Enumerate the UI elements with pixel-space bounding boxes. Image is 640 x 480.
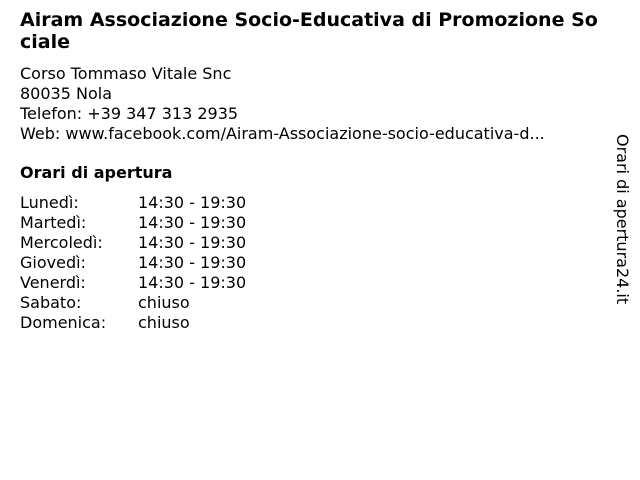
street-address: Corso Tommaso Vitale Snc: [20, 64, 232, 83]
day-hours: 14:30 - 19:30: [138, 193, 247, 212]
hours-row-monday: [20, 193, 246, 213]
hours-row-sunday: [20, 313, 246, 333]
day-label: Venerdì:: [20, 273, 86, 292]
website-link[interactable]: Web: www.facebook.com/Airam-Associazione-socio-educativa-d...: [20, 124, 545, 143]
day-label: Lunedì:: [20, 193, 79, 212]
day-label: Mercoledì:: [20, 233, 103, 252]
day-label: Sabato:: [20, 293, 82, 312]
business-name: Airam Associazione Socio-Educativa di Promozione Sociale: [20, 9, 598, 53]
day-hours: 14:30 - 19:30: [138, 233, 247, 252]
hours-row-saturday: [20, 293, 246, 313]
opening-hours-table: [20, 193, 246, 333]
hours-row-friday: [20, 273, 246, 293]
day-label: Domenica:: [20, 313, 107, 332]
hours-row-thursday: [20, 253, 246, 273]
day-hours: 14:30 - 19:30: [138, 273, 247, 292]
day-hours: 14:30 - 19:30: [138, 213, 247, 232]
day-hours: chiuso: [138, 293, 190, 312]
phone-number[interactable]: Telefon: +39 347 313 2935: [20, 104, 239, 123]
contact-info: [20, 64, 610, 144]
opening-hours-heading: Orari di apertura: [20, 163, 173, 182]
city: 80035 Nola: [20, 84, 112, 103]
day-label: Martedì:: [20, 213, 87, 232]
day-hours: chiuso: [138, 313, 190, 332]
hours-row-tuesday: [20, 213, 246, 233]
site-brand-vertical: Orari di apertura24.it: [613, 134, 632, 305]
hours-row-wednesday: [20, 233, 246, 253]
day-hours: 14:30 - 19:30: [138, 253, 247, 272]
day-label: Giovedì:: [20, 253, 86, 272]
